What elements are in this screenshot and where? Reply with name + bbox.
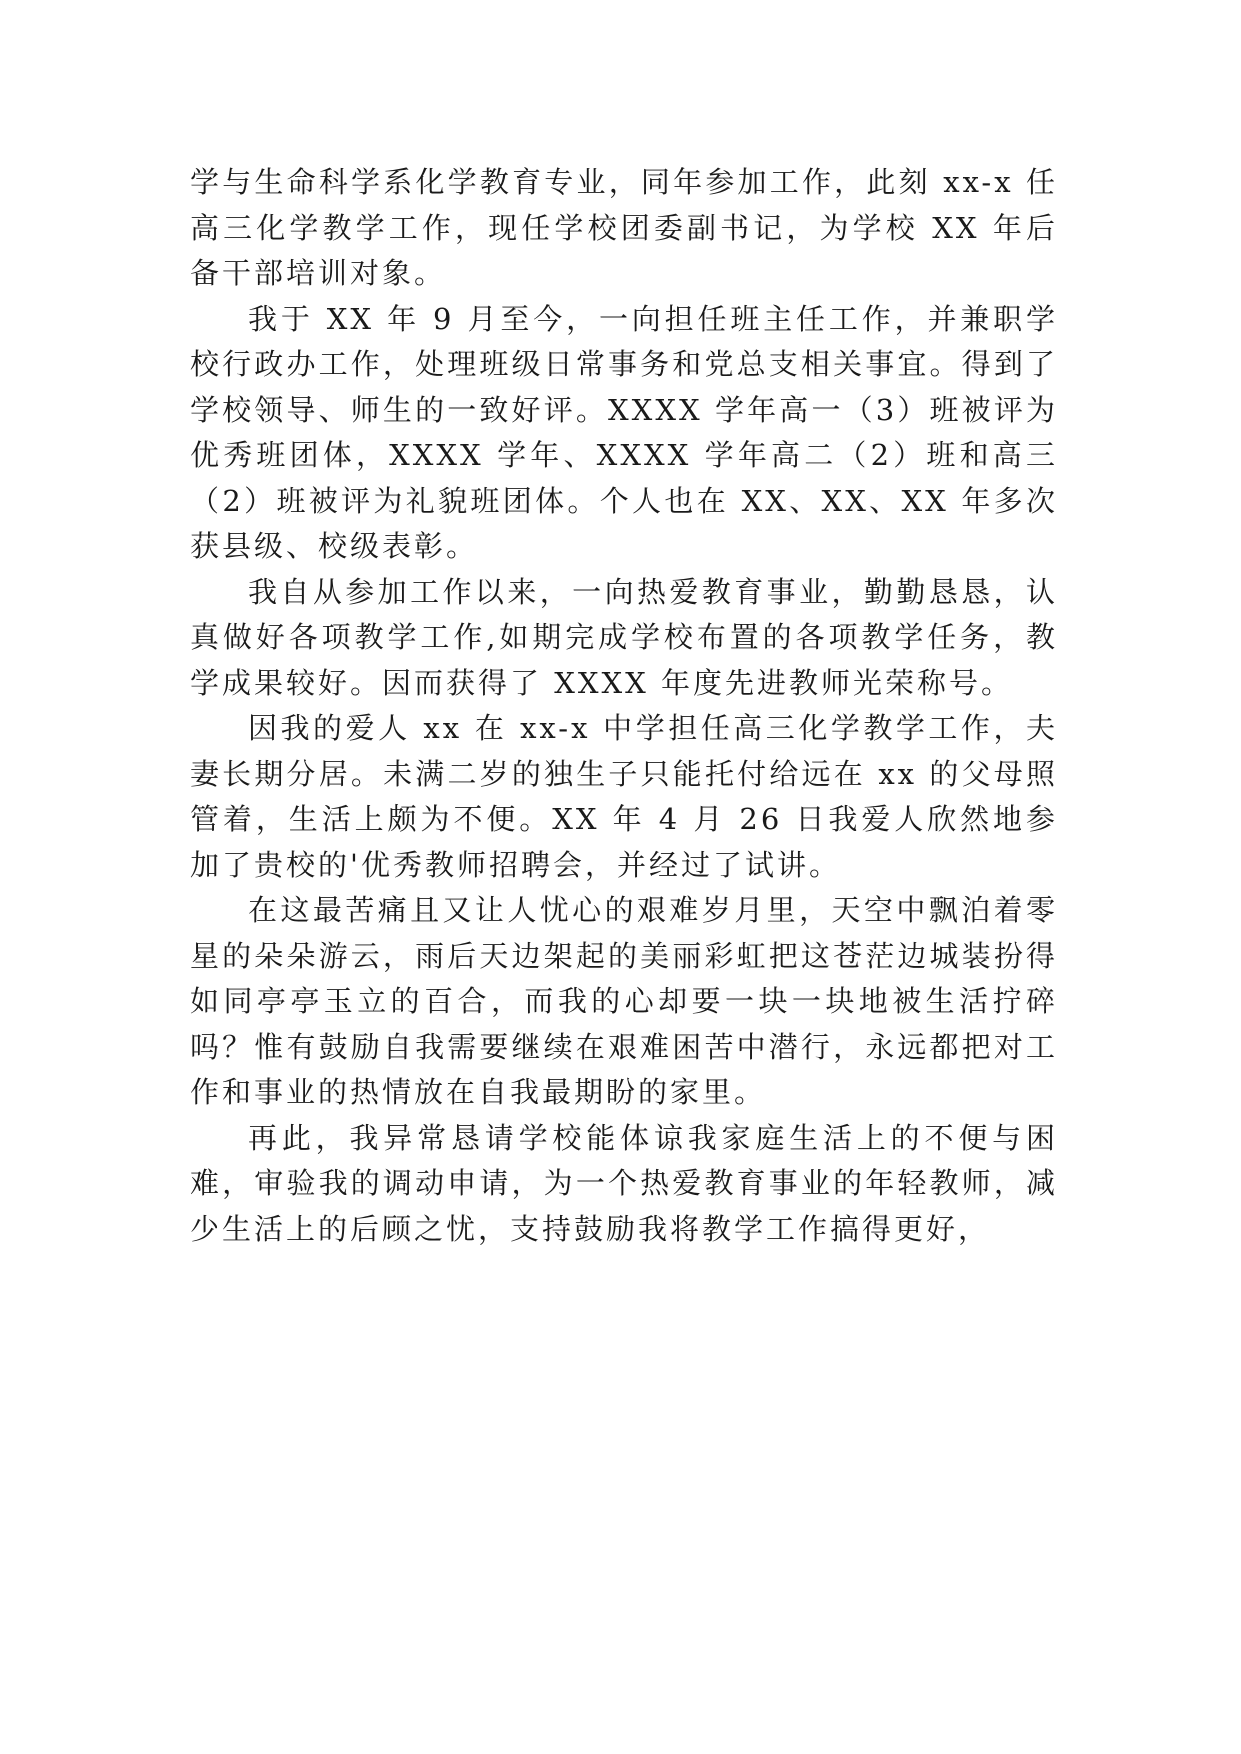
paragraph-5: 在这最苦痛且又让人忧心的艰难岁月里，天空中飘泊着零星的朵朵游云，雨后天边架起的美丽彩虹把这苍茫边城装扮得如同亭亭玉立的百合，而我的心却要一块一块地被生活拧碎吗？惟有鼓励自我需要继续在艰难困苦中潜行，永远都把对工作和事业的热情放在自我最期盼的家里。 (190, 893, 1058, 1109)
document-body (190, 160, 1058, 1252)
paragraph-2: 我于 XX 年 9 月至今，一向担任班主任工作，并兼职学校行政办工作，处理班级日常事务和党总支相关事宜。得到了学校领导、师生的一致好评。XXXX 学年高一（3）班被评为优秀班团体，XXXX 学年、XXXX 学年高二（2）班和高三（2）班被评为礼貌班团体。个人也在 XX、XX、XX 年多次获县级、校级表彰。 (190, 301, 1058, 563)
paragraph-4: 因我的爱人 xx 在 xx-x 中学担任高三化学教学工作，夫妻长期分居。未满二岁的独生子只能托付给远在 xx 的父母照管着，生活上颇为不便。XX 年 4 月 26 日我爱人欣然地参加了贵校的'优秀教师招聘会，并经过了试讲。 (190, 711, 1058, 882)
paragraph-3: 我自从参加工作以来，一向热爱教育事业，勤勤恳恳，认真做好各项教学工作,如期完成学校布置的各项教学任务，教学成果较好。因而获得了 XXXX 年度先进教师光荣称号。 (190, 574, 1058, 700)
paragraph-1: 学与生命科学系化学教育专业，同年参加工作，此刻 xx-x 任高三化学教学工作，现任学校团委副书记，为学校 XX 年后备干部培训对象。 (190, 165, 1058, 290)
paragraph-6: 再此，我异常恳请学校能体谅我家庭生活上的不便与困难，审验我的调动申请，为一个热爱教育事业的年轻教师，减少生活上的后顾之忧，支持鼓励我将教学工作搞得更好， (190, 1120, 1058, 1246)
